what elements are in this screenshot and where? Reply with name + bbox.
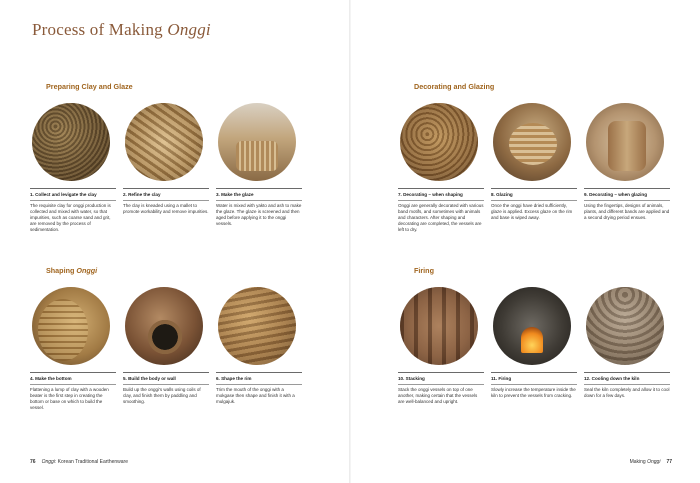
kiln-cooling-photo	[586, 287, 664, 365]
glaze-photo	[218, 103, 296, 181]
divider	[30, 384, 116, 385]
wall-photo	[125, 287, 203, 365]
step-description: Build up the onggi's walls using coils of clay, and finish them by paddling and smoothing.	[123, 387, 201, 404]
step-description: Onggi are generally decorated with various band motifs, and sometimes with animals and characters. After shaping and decorating are completed, the vessels are left to dry.	[398, 203, 484, 232]
step-card	[123, 103, 209, 214]
step-card	[584, 103, 670, 220]
step-description: Stack the onggi vessels on top of one another, making certain that the vessels are well-balanced and upright.	[398, 387, 478, 404]
divider	[123, 384, 209, 385]
divider	[398, 384, 484, 385]
footer-left	[30, 459, 128, 465]
divider	[123, 372, 209, 373]
page-title-main: Process of Making	[32, 20, 168, 39]
step-card	[584, 287, 670, 398]
step-description: Water is mixed with yakto and ash to make the glaze. The glaze is screened and then aged before applying it to the onggi vessels.	[216, 203, 302, 226]
divider	[123, 188, 209, 189]
step-title: 8. Glazing	[491, 192, 513, 197]
step-title: 6. Shape the rim	[216, 376, 252, 381]
divider	[491, 384, 577, 385]
section-heading-label: Decorating and Glazing	[414, 82, 495, 91]
glazing-photo	[493, 103, 571, 181]
divider	[491, 372, 577, 373]
decorating-photo	[400, 103, 478, 181]
divider	[216, 384, 302, 385]
step-title: 2. Refine the clay	[123, 192, 161, 197]
divider	[584, 384, 670, 385]
divider	[491, 188, 577, 189]
step-card	[30, 287, 116, 410]
divider	[398, 372, 484, 373]
step-title: 1. Collect and levigate the clay	[30, 192, 97, 197]
section-heading-decorating	[414, 82, 494, 91]
rim-photo	[218, 287, 296, 365]
step-card	[216, 287, 302, 404]
step-title: 4. Make the bottom	[30, 376, 72, 381]
divider	[216, 188, 302, 189]
divider	[123, 200, 209, 201]
step-card	[123, 287, 209, 404]
section-heading-shaping	[46, 266, 97, 275]
step-card	[491, 287, 577, 398]
running-head: Making	[629, 459, 648, 465]
section-heading-label: Firing	[414, 266, 434, 275]
divider	[584, 200, 670, 201]
step-description: Using the fingertips, designs of animals, plants, and different bands are applied and a second drying period ensues.	[584, 203, 670, 220]
divider	[30, 372, 116, 373]
step-description: The requisite clay for onggi production is collected and mixed with water, so that impurities, such as coarse sand and grit, are removed by the process of sedimentation.	[30, 203, 111, 232]
kneading-photo	[125, 103, 203, 181]
clay-photo	[32, 103, 110, 181]
page-title	[32, 20, 211, 40]
step-description: The clay is kneaded using a mallet to promote workability and remove impurities.	[123, 203, 209, 214]
step-title: 9. Decorating – when glazing	[584, 192, 648, 197]
divider	[216, 200, 302, 201]
divider	[584, 372, 670, 373]
step-card	[398, 103, 484, 232]
section-heading-label: Preparing Clay and Glaze	[46, 82, 133, 91]
step-title: 7. Decorating – when shaping	[398, 192, 463, 197]
step-title: 3. Make the glaze	[216, 192, 254, 197]
step-description: Flattening a lump of clay with a wooden beater is the first step in creating the bottom or base on which to build the vessel.	[30, 387, 109, 410]
page-title-italic: Onggi	[167, 20, 211, 39]
running-head-italic: Onggi	[647, 459, 661, 465]
step-title: 10. Stacking	[398, 376, 425, 381]
running-head-italic: Onggi	[41, 459, 55, 465]
section-heading-preparing	[46, 82, 133, 91]
section-heading-firing	[414, 266, 434, 275]
kiln-fire-photo	[493, 287, 571, 365]
step-card	[491, 103, 577, 220]
step-title: 11. Firing	[491, 376, 512, 381]
step-description: Slowly increase the temperature inside the kiln to prevent the vessels from cracking.	[491, 387, 576, 398]
section-heading-italic: Onggi	[76, 266, 98, 275]
divider	[584, 188, 670, 189]
step-description: Trim the mouth of the onggi with a mokgase then shape and finish it with a mulgajuk.	[216, 387, 295, 404]
step-card	[398, 287, 484, 404]
step-description: Once the onggi have dried sufficiently, glaze is applied. Excess glaze on the rim and base is wiped away.	[491, 203, 573, 220]
step-title: 12. Cooling down the kiln	[584, 376, 640, 381]
bottom-photo	[32, 287, 110, 365]
divider	[30, 200, 116, 201]
step-title: 5. Build the body or wall	[123, 376, 176, 381]
divider	[398, 200, 484, 201]
step-description: Seal the kiln completely and allow it to cool down for a few days.	[584, 387, 670, 398]
stacking-photo	[400, 287, 478, 365]
divider	[398, 188, 484, 189]
running-head: : Korean Traditional Earthenware	[54, 459, 129, 465]
page-number: 77	[666, 459, 672, 465]
section-heading-label: Shaping	[46, 266, 77, 275]
footer-right	[630, 459, 672, 465]
divider	[491, 200, 577, 201]
step-card	[30, 103, 116, 232]
divider	[216, 372, 302, 373]
page-number: 76	[30, 459, 36, 465]
step-card	[216, 103, 302, 226]
right-page	[350, 0, 700, 483]
finger-design-photo	[586, 103, 664, 181]
divider	[30, 188, 116, 189]
